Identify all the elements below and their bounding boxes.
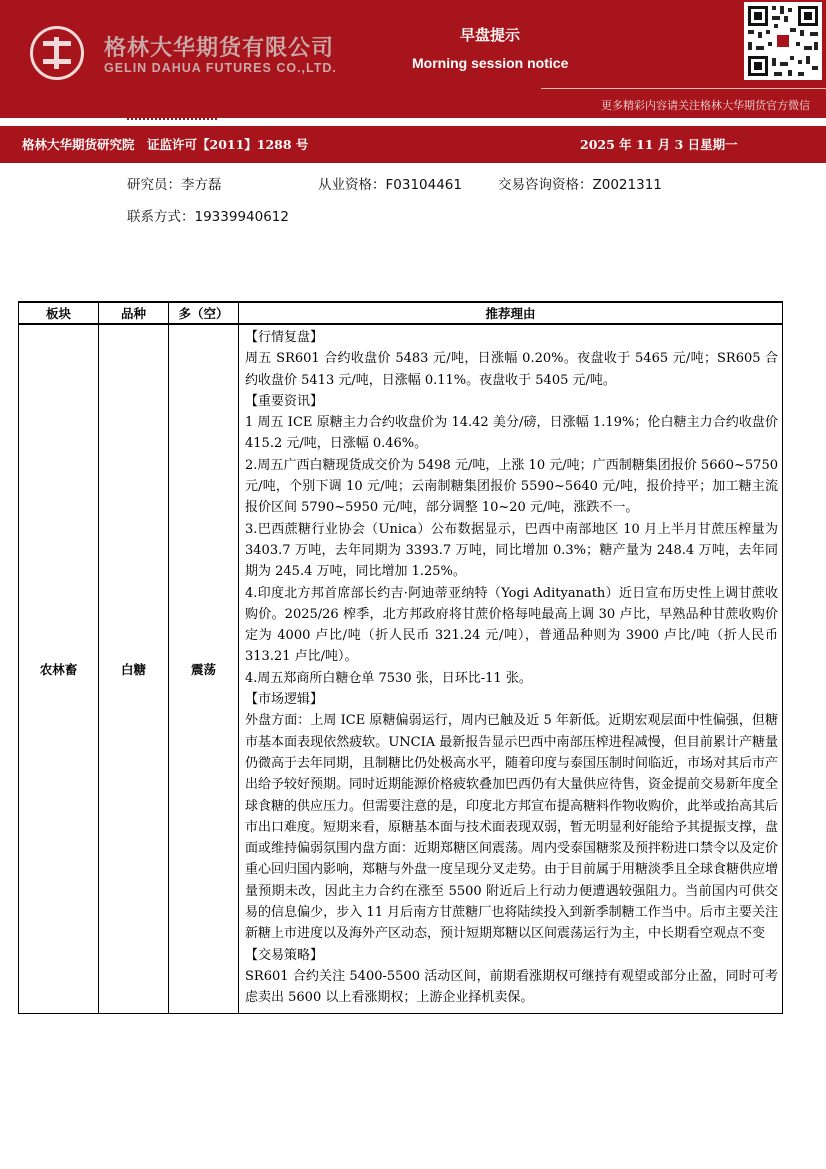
column-header-reason: 推荐理由 [239, 302, 783, 324]
strategy-paragraph: SR601 合约关注 5400-5500 活动区间，前期看涨期权可继持有观望或部分止盈，同时可考虑卖出 5600 以上看涨期权；上游企业择机卖保。 [245, 968, 778, 1006]
section-title-news: 【重要资讯】 [245, 393, 324, 409]
practice-qualification: 从业资格：F03104461 [318, 177, 462, 193]
wechat-follow-text: 更多精彩内容请关注格林大华期货官方微信 [601, 99, 810, 112]
logic-paragraph: 外盘方面：上周 ICE 原糖偏弱运行，周内已触及近 5 年新低。近期宏观层面中性偏强，但糖市基本面表现依然疲软。UNCIA 最新报告显示巴西中南部压榨进程减慢，但目前累计产糖量仍微高于去年同期，且制糖比仍处极高水平，随着印度与泰国压制时间临近，市场对其后市产出给予较好预期。同时近期能源价格疲软叠加巴西仍有大量供应待售，资金提前交易新年度全球食糖的供应压力。但需要注意的是，印度北方邦宣布提高糖料作物收购价，此举或抬高其后市出口难度。短期来看，原糖基本面与技术面表现双弱，暂无明显利好能给予其提振支撑，盘面或维持偏弱氛围内盘方面：近期郑糖区间震荡。周内受泰国糖浆及预拌粉进口禁令以及定价重心回归国内影响，郑糖与外盘一度呈现分叉走势。由于目前属于用糖淡季且全球食糖供应增量预期未改，因此主力合约在涨至 5500 附近后上行动力便遭遇较强阻力。当前国内可供交易的信息偏少，步入 11 月后南方甘蔗糖厂也将陆续投入到新季制糖工作当中。后市主要关注新糖上市进度以及海外产区动态，预计短期郑糖以区间震荡运行为主，中长期看空观点不变 [245, 713, 779, 942]
table-row [19, 324, 783, 1013]
notice-title-cn: 早盘提示 [460, 26, 521, 44]
wechat-qr-code-icon[interactable] [744, 2, 822, 80]
news-item: 2.周五广西白糖现货成交价为 5498 元/吨，上涨 10 元/吨；广西制糖集团报价 5660~5750 元/吨，个别下调 10 元/吨；云南制糖集团报价 5590~5640 元/吨，报价持平；加工糖主流报价区间 5790~5950 元/吨，部分调整 10~20 元/吨，涨跌不一。 [245, 457, 778, 516]
section-title-review: 【行情复盘】 [245, 330, 324, 345]
news-item: 1 周五 ICE 原糖主力合约收盘价为 14.42 美分/磅，日涨幅 1.19%；伦白糖主力合约收盘价 415.2 元/吨，日涨幅 0.46%。 [245, 415, 778, 452]
column-header-sector: 板块 [19, 302, 99, 324]
notice-title-en: Morning session notice [412, 55, 569, 71]
company-logo-icon [30, 26, 84, 80]
header-divider [541, 88, 826, 89]
header-banner [0, 0, 826, 118]
researcher-name: 研究员：李方磊 [127, 177, 222, 193]
recommendation-table [18, 301, 783, 1014]
section-title-logic: 【市场逻辑】 [245, 692, 324, 708]
direction-cell: 震荡 [169, 324, 239, 1013]
review-paragraph: 周五 SR601 合约收盘价 5483 元/吨，日涨幅 0.20%。夜盘收于 5465 元/吨；SR605 合约收盘价 5413 元/吨，日涨幅 0.11%。夜盘收于 5405 元/吨。 [245, 351, 778, 388]
contact-phone: 联系方式：19339940612 [127, 209, 289, 225]
section-title-strategy: 【交易策略】 [245, 947, 324, 963]
column-header-direction: 多（空） [169, 302, 239, 324]
company-name-en: GELIN DAHUA FUTURES CO.,LTD. [104, 61, 337, 75]
institute-license: 格林大华期货研究院 证监许可【2011】1288 号 [22, 137, 309, 152]
news-item: 4.周五郑商所白糖仓单 7530 张，日环比-11 张。 [245, 670, 532, 686]
company-name-cn: 格林大华期货有限公司 [104, 36, 335, 61]
variety-cell: 白糖 [99, 324, 169, 1013]
news-item: 4.印度北方邦首席部长约吉·阿迪蒂亚纳特（Yogi Adityanath）近日宣布历史性上调甘蔗收购价。2025/26 榨季，北方邦政府将甘蔗价格每吨最高上调 30 卢比，早熟品种甘蔗收购价定为 4000 卢比/吨（折人民币 321.24 元/吨），普通品种则为 3900 卢比/吨（折人民币 313.21 卢比/吨）。 [245, 585, 778, 665]
table-header-row [19, 302, 783, 324]
column-header-variety: 品种 [99, 302, 169, 324]
dotted-divider [127, 118, 217, 120]
news-item: 3.巴西蔗糖行业协会（Unica）公布数据显示，巴西中南部地区 10 月上半月甘蔗压榨量为 3403.7 万吨，去年同期为 3393.7 万吨，同比增加 0.3%；糖产量为 248.4 万吨，去年同期为 245.4 万吨，同比增加 1.25%。 [245, 521, 778, 580]
consult-qualification: 交易咨询资格：Z0021311 [498, 177, 662, 193]
sector-cell: 农林畜 [19, 324, 99, 1013]
reason-cell [239, 324, 783, 1013]
report-date: 2025 年 11 月 3 日星期一 [580, 137, 738, 152]
